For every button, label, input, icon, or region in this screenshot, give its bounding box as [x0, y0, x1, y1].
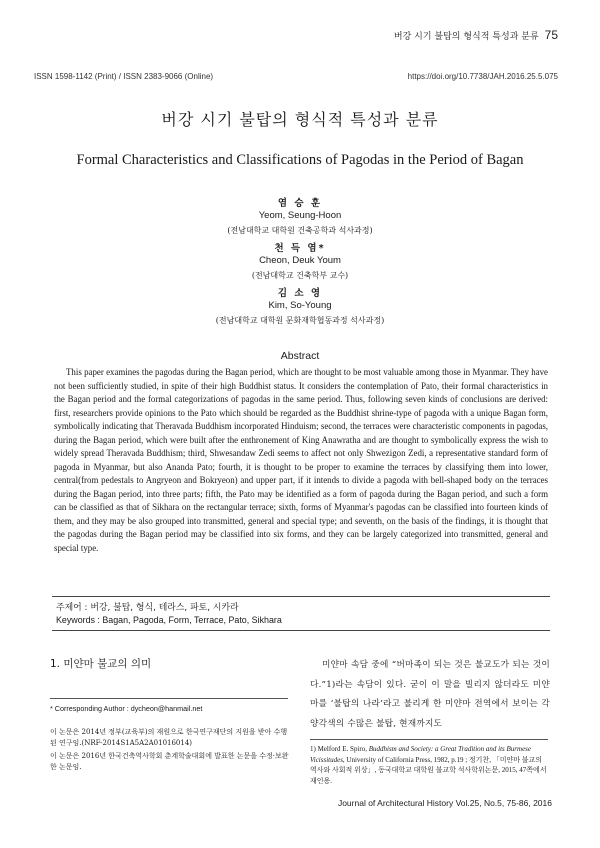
keywords-bottom-rule	[52, 630, 550, 631]
author-1-name-en: Yeom, Seung-Hoon	[258, 210, 342, 221]
body-text: 미얀마 속담 중에 “버마족이 되는 것은 불교도가 되는 것이다.”1)라는 속담이 있다. 굳이 이 말을 빌리지 않더라도 미얀마를 ‘불탑의 나라’라고 불리게 한 미얀마 전역에서 보이는 각양각색의 수많은 불탑, 현재까지도	[310, 660, 550, 729]
author-1-affiliation: (전남대학교 대학원 건축공학과 석사과정)	[227, 226, 373, 235]
footnote-1	[310, 744, 550, 786]
abstract-body: This paper examines the pagodas during the Bagan period, which are thought to be most valuable among those in Myanmar. They have not been sufficiently studied, in spite of their high Buddhist status. It considers the contemplation of Pato, their formal characteristics in the Bagan period and the formal categorizations of pagodas in the same period. Thus, following seven kinds of conclusions are derived: first, researchers provide opinions to the Pato which should be regarded as the Buddhist shrine-type of pagoda with a unique Bagan form, symbolically indicating that Theravada Buddhism incorporated Hinduism; second, the terraces were characteristic components in pagodas, during the Bagan period, which were built after the enthronement of King Anawratha and are thought to symbolically express the wish to widely spread Theravada Buddhism; third, Shwesandaw Zedi seems to affect not only Shwezigon Zedi, a representative standard form of pagoda in Myanmar, but also Ananda Pato; fourth, it is thought to be proper to examine the terraces by classifying them into lower, central(from pedestals to Angryeon and Bokryeon) and upper part, if it intends to divide a pagoda with bell-shaped body on the terraces during the Bagan period, into three parts; fifth, the Pato may be identified as a form of pagoda during the Bagan period, and such a form can be classified as that of Sikhara on the rectangular terrace; sixth, forms of Myanmar's pagodas can be classified into fourteen kinds of them, and they may be also grouped into transmitted, general and special type; and seventh, on the basis of the findings, it is thought that the pagodas during the Bagan period may be classified into six forms, and they can be largely categorized into transmitted, general and special type.	[54, 367, 548, 553]
author-2-name-ko: 천 득 염*	[274, 243, 326, 254]
corresponding-author: * Corresponding Author : dycheon@hanmail.net	[50, 704, 203, 713]
keywords-english: Keywords : Bagan, Pagoda, Form, Terrace, Pato, Sikhara	[56, 615, 282, 625]
footnote-1-rest: , University of California Press, 1982, p.19 ; 정기찬, 「미얀마 불교의 역사와 사회적 위상」, 동국대학교 대학원 불교학 석사학위논문, 2015, 47쪽에서 재인용.	[310, 755, 547, 785]
abstract-heading: Abstract	[280, 350, 320, 362]
author-2-affiliation: (전남대학교 건축학부 교수)	[251, 271, 349, 280]
author-3-name-ko: 김 소 영	[277, 288, 323, 299]
running-header	[394, 28, 558, 42]
running-title: 버강 시기 불탑의 형식적 특성과 분류	[393, 32, 539, 42]
author-1-name-ko: 염 승 훈	[277, 198, 323, 209]
footnote-1-book-title: Buddhism and Society: a Great Tradition and its Burmese Vicissitudes	[310, 745, 532, 764]
page-number: 75	[544, 28, 558, 42]
right-footnote-rule	[310, 739, 548, 740]
doi-link[interactable]: https://doi.org/10.7738/JAH.2016.25.5.075	[407, 72, 558, 81]
footnote-1-prefix: 1) Melford E. Spiro,	[310, 745, 369, 753]
author-3-affiliation: (전남대학교 대학원 문화재학협동과정 석사과정)	[215, 316, 385, 325]
author-2-name-en: Cheon, Deuk Youm	[259, 255, 341, 266]
left-footnote-rule	[50, 698, 288, 699]
keywords-korean: 주제어 : 버강, 불탑, 형식, 테라스, 파토, 시카라	[56, 603, 239, 613]
keywords-top-rule	[52, 596, 550, 597]
presentation-note: 이 논문은 2016년 한국건축역사학회 춘계학술대회에 발표한 논문을 수정·보완한 논문임.	[50, 752, 289, 771]
title-korean: 버강 시기 불탑의 형식적 특성과 분류	[161, 110, 439, 129]
journal-footer: Journal of Architectural History Vol.25, No.5, 75-86, 2016	[337, 798, 552, 808]
funding-note: 이 논문은 2014년 정부(교육부)의 재원으로 한국연구재단의 지원을 받아 수행된 연구임.(NRF-2014S1A5A2A01016014)	[50, 728, 288, 747]
issn-line: ISSN 1598-1142 (Print) / ISSN 2383-9066 (Online)	[34, 72, 214, 81]
author-3-name-en: Kim, So-Young	[268, 300, 332, 311]
section-heading: 1. 미얀마 불교의 의미	[50, 658, 152, 670]
title-english: Formal Characteristics and Classifications of Pagodas in the Period of Bagan	[76, 152, 524, 168]
